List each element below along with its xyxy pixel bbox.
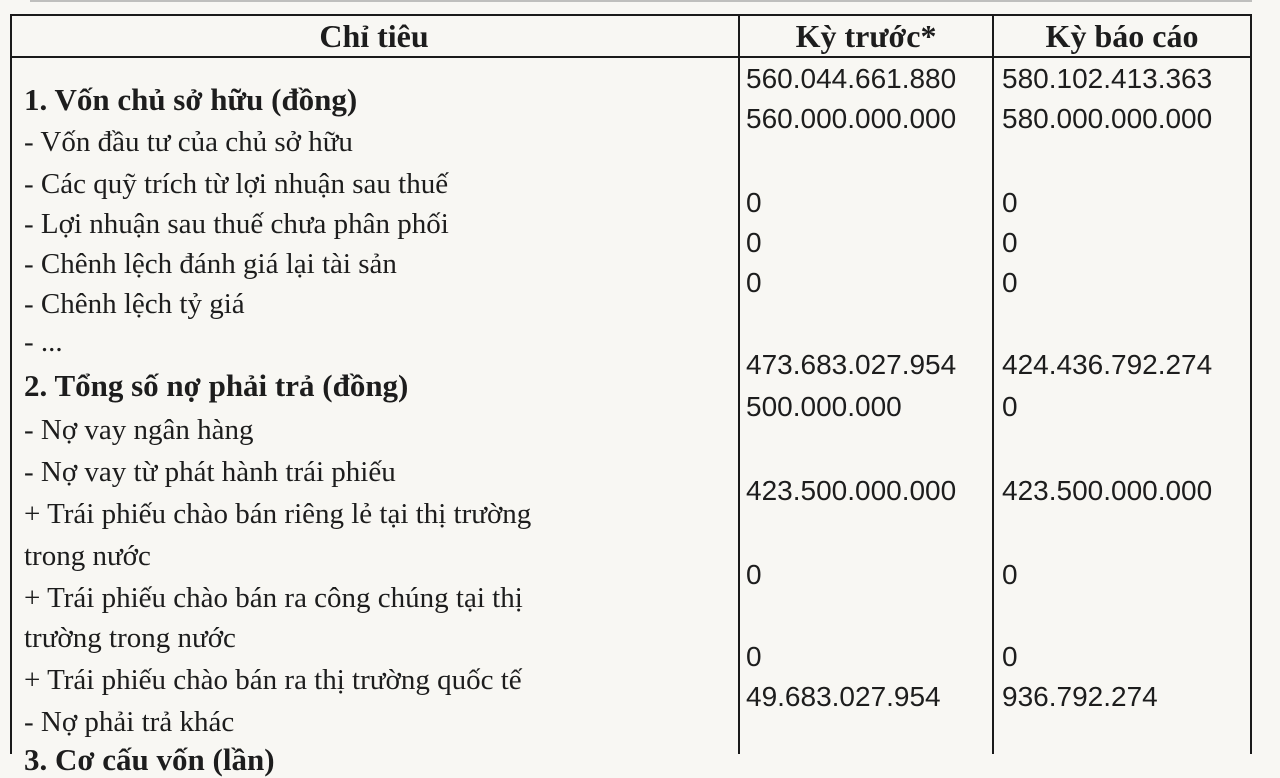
row-label-total-liabilities: 2. Tổng số nợ phải trả (đồng) — [24, 368, 409, 403]
header-previous-period: Kỳ trước* — [795, 18, 937, 54]
report-intl-bonds: 936.792.274 — [1002, 681, 1158, 712]
table-top-border — [10, 14, 1252, 16]
row-label-owner-capital: - Vốn đầu tư của chủ sở hữu — [24, 126, 353, 158]
row-label-exchange-diff: - Chênh lệch tỷ giá — [24, 288, 245, 320]
prev-equity: 560.044.661.880 — [746, 63, 957, 94]
row-label-intl-bonds: + Trái phiếu chào bán ra thị trường quốc tế — [24, 664, 522, 696]
prev-funds: 0 — [746, 187, 762, 218]
row-label-retained-profit: - Lợi nhuận sau thuế chưa phân phối — [24, 208, 449, 240]
row-label-bank-loans: - Nợ vay ngân hàng — [24, 414, 254, 446]
report-revaluation: 0 — [1002, 267, 1018, 298]
header-bottom-border — [10, 56, 1252, 58]
row-label-private-bonds-cont: trong nước — [24, 540, 151, 572]
prev-public-bonds: 0 — [746, 641, 762, 672]
report-bond-loans: 423.500.000.000 — [1002, 475, 1213, 506]
prev-revaluation: 0 — [746, 267, 762, 298]
column-divider-2 — [992, 14, 994, 754]
report-total-liabilities: 424.436.792.274 — [1002, 349, 1213, 380]
row-label-public-bonds: + Trái phiếu chào bán ra công chúng tại thị — [24, 582, 523, 614]
report-private-bonds: 0 — [1002, 559, 1018, 590]
scan-top-border — [30, 0, 1252, 8]
header-indicator: Chỉ tiêu — [319, 18, 429, 54]
row-label-public-bonds-cont: trường trong nước — [24, 622, 236, 654]
report-public-bonds: 0 — [1002, 641, 1018, 672]
table-left-border — [10, 14, 12, 754]
report-funds: 0 — [1002, 187, 1018, 218]
report-bank-loans: 0 — [1002, 391, 1018, 422]
prev-bank-loans: 500.000.000 — [746, 391, 902, 422]
prev-private-bonds: 0 — [746, 559, 762, 590]
table-right-border — [1250, 14, 1252, 754]
prev-bond-loans: 423.500.000.000 — [746, 475, 957, 506]
row-label-other-liabilities: - Nợ phải trả khác — [24, 706, 235, 738]
column-divider-1 — [738, 14, 740, 754]
report-retained-profit: 0 — [1002, 227, 1018, 258]
prev-intl-bonds: 49.683.027.954 — [746, 681, 941, 712]
row-label-capital-structure: 3. Cơ cấu vốn (lần) — [24, 742, 275, 777]
row-label-bond-loans: - Nợ vay từ phát hành trái phiếu — [24, 456, 396, 488]
row-label-revaluation: - Chênh lệch đánh giá lại tài sản — [24, 248, 397, 280]
row-label-ellipsis: - ... — [24, 326, 63, 358]
row-label-private-bonds: + Trái phiếu chào bán riêng lẻ tại thị trường — [24, 498, 532, 530]
row-label-equity: 1. Vốn chủ sở hữu (đồng) — [24, 82, 358, 117]
row-label-funds: - Các quỹ trích từ lợi nhuận sau thuế — [24, 168, 449, 200]
report-owner-capital: 580.000.000.000 — [1002, 103, 1213, 134]
prev-owner-capital: 560.000.000.000 — [746, 103, 957, 134]
report-equity: 580.102.413.363 — [1002, 63, 1213, 94]
header-report-period: Kỳ báo cáo — [1045, 18, 1199, 54]
prev-retained-profit: 0 — [746, 227, 762, 258]
prev-total-liabilities: 473.683.027.954 — [746, 349, 957, 380]
